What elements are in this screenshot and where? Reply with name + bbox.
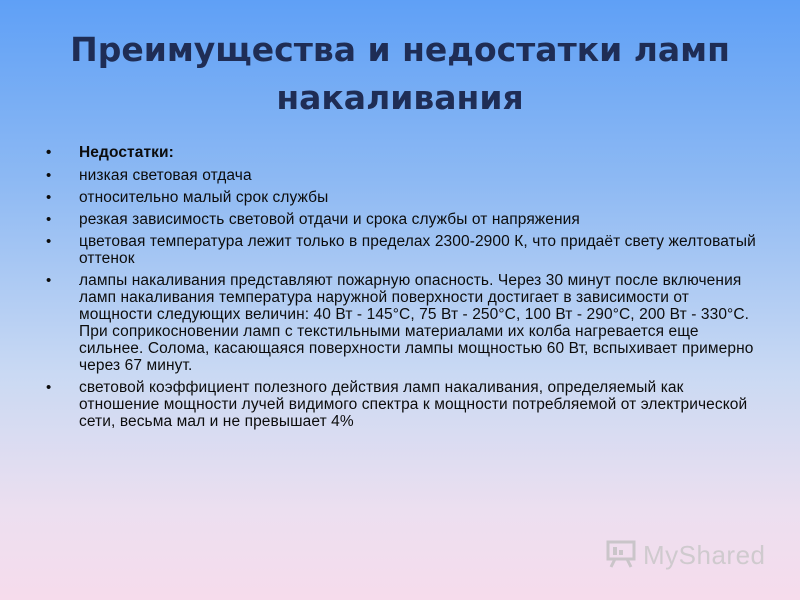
bullet-item: • лампы накаливания представляют пожарную опасность. Через 30 минут после включения ламп накаливания температура наружной поверхности достигает в зависимости от мощности следующих величин: 40 Вт - 145°С, 75 Вт - 250°С, 100 Вт - 290°С, 200 Вт - 330°С. При соприкосновении ламп с текстильными материалами их колба нагревается еще сильнее. Солома, касающаяся поверхности лампы мощностью 60 Вт, вспыхивает примерно через 67 минут. <box>46 272 762 374</box>
watermark-text: MyShared <box>643 539 766 570</box>
presentation-board-icon <box>605 537 637 574</box>
slide-title: Преимущества и недостатки ламп накаливания <box>70 30 730 117</box>
watermark-logo <box>605 535 775 575</box>
bullet-item: • относительно малый срок службы <box>46 189 762 206</box>
bullet-item: • низкая световая отдача <box>46 167 762 184</box>
bullet-item: • резкая зависимость световой отдачи и срока службы от напряжения <box>46 211 762 228</box>
bullet-list <box>46 144 762 435</box>
bullet-heading-disadvantages: • Недостатки: <box>46 144 762 161</box>
bullet-item: • световой коэффициент полезного действия ламп накаливания, определяемый как отношение мощности лучей видимого спектра к мощности потребляемой от электрической сети, весьма мал и не превышает 4% <box>46 379 762 430</box>
bullet-item: • цветовая температура лежит только в пределах 2300-2900 К, что придаёт свету желтоватый оттенок <box>46 233 762 267</box>
